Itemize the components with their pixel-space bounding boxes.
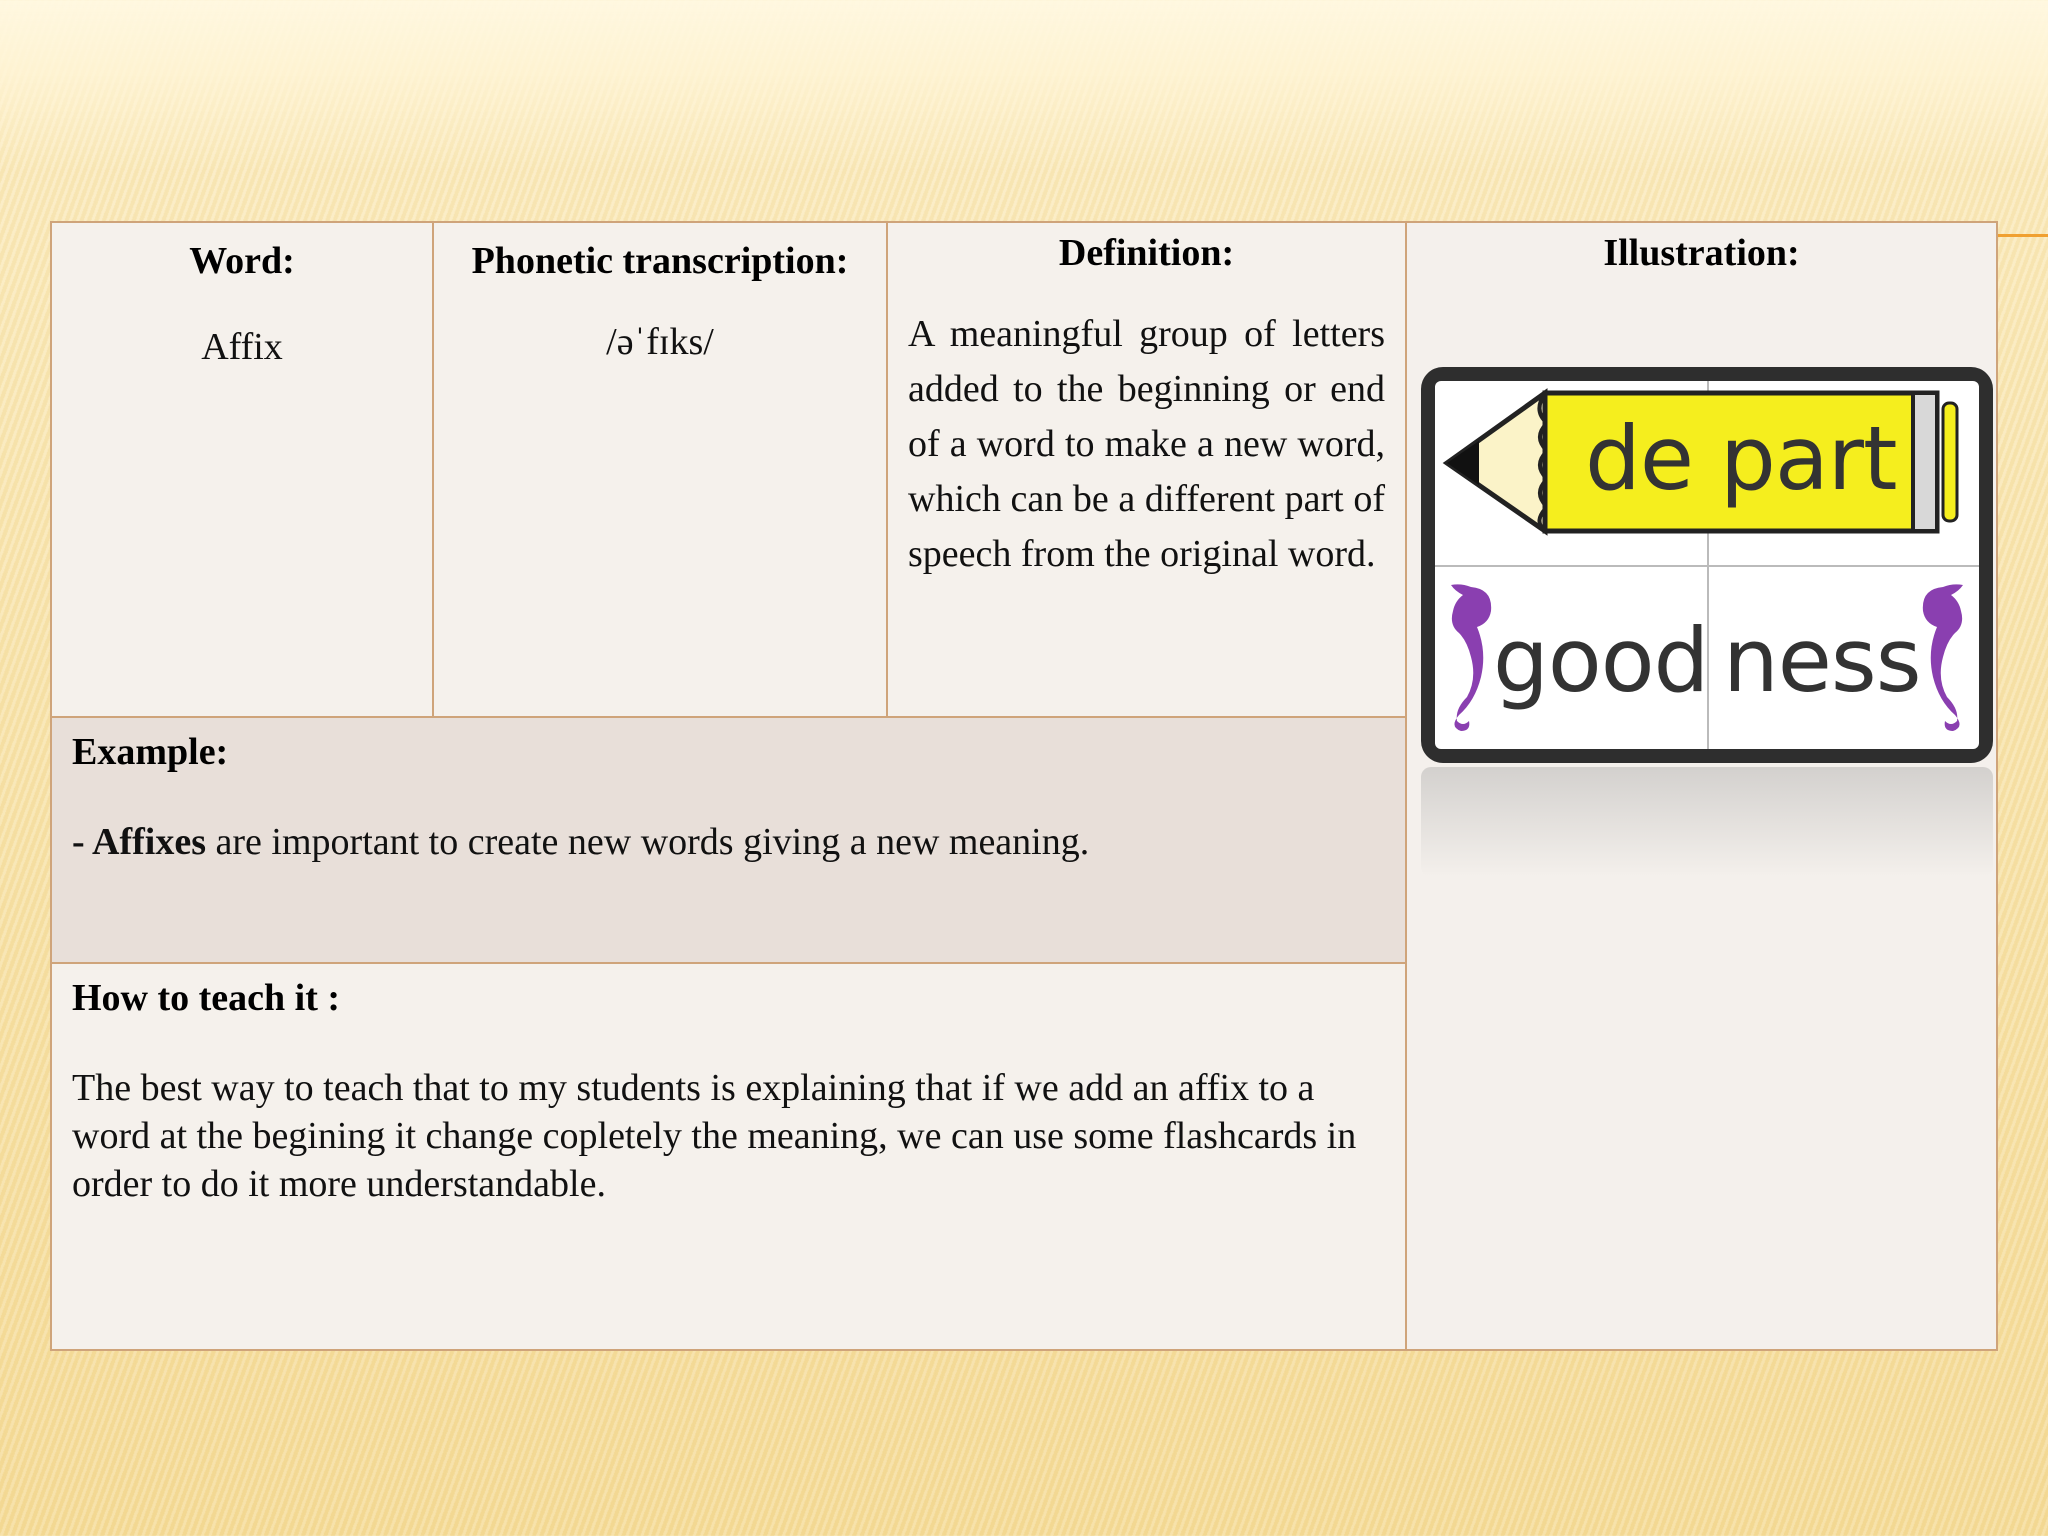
phonetic-cell: [433, 222, 887, 717]
flashcard-face: [1435, 381, 1979, 749]
card2-suffix: ness: [1723, 609, 1921, 712]
affix-flashcard-illustration: [1421, 367, 1993, 877]
example-bold: - Affixes: [72, 821, 207, 863]
word-header: Word:: [189, 240, 295, 282]
card2-root: good: [1493, 609, 1709, 712]
teach-cell: [51, 963, 1406, 1350]
flashcard-reflection: [1421, 767, 1993, 877]
teach-text: The best way to teach that to my students is explaining that if we add an affix to a word at the begining it change copletely the meaning, we can use some flashcards in order to do it more understandable.: [72, 1067, 1357, 1205]
word-cell: [51, 222, 433, 717]
definition-text: A meaningful group of letters added to the beginning or end of a word to make a new word, which can be a different part of speech from the original word.: [908, 312, 1385, 575]
definition-cell: [887, 222, 1406, 717]
example-sentence: [72, 818, 1385, 866]
example-title: Example:: [72, 731, 229, 773]
seahorse-left-icon: [1441, 581, 1501, 741]
phonetic-header: Phonetic transcription:: [471, 240, 849, 282]
teach-title: How to teach it :: [72, 977, 341, 1019]
pencil-icon: [1435, 381, 1979, 565]
seahorse-right-icon: [1913, 581, 1973, 741]
accent-line: [1995, 234, 2048, 237]
definition-header: Definition:: [1058, 232, 1235, 274]
word-value: Affix: [201, 325, 283, 368]
card1-root: part: [1720, 407, 1897, 510]
card1-prefix: de: [1585, 407, 1693, 510]
example-cell: [51, 717, 1406, 963]
example-rest: are important to create new words giving a new meaning.: [206, 821, 1090, 863]
illustration-header: Illustration:: [1603, 232, 1800, 274]
phonetic-value: /əˈfɪks/: [606, 320, 714, 363]
flashcard: [1421, 367, 1993, 763]
